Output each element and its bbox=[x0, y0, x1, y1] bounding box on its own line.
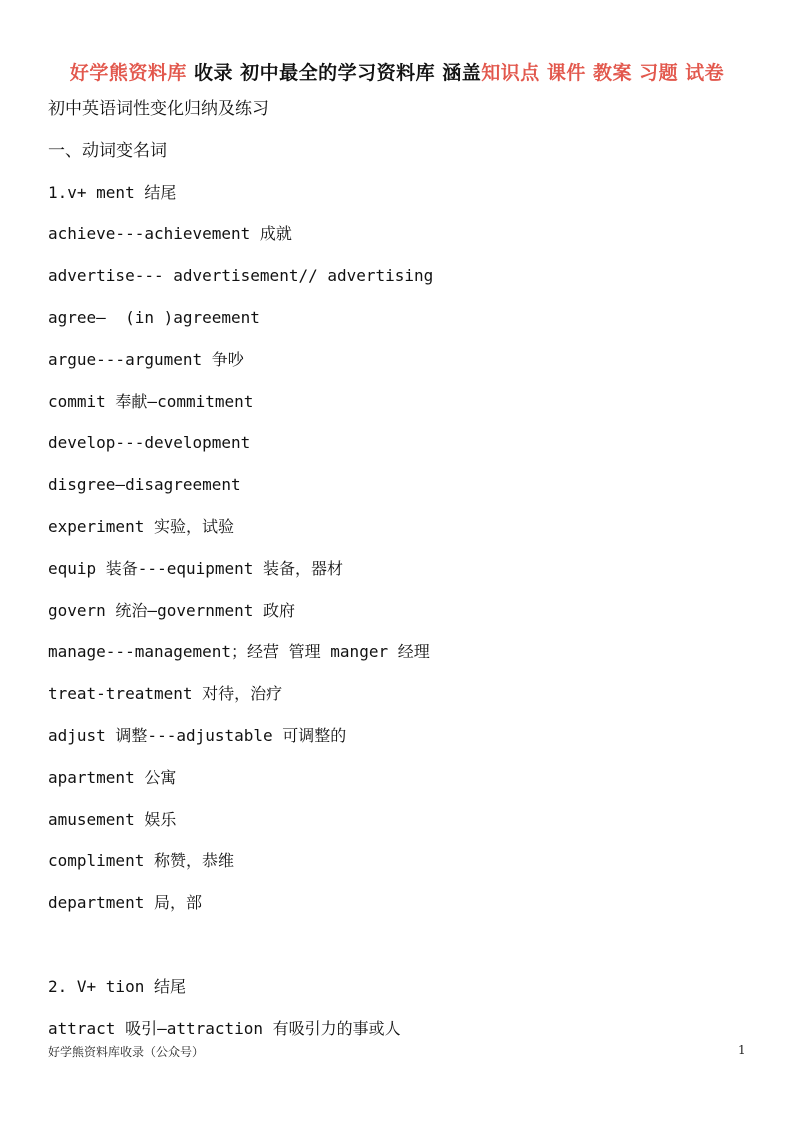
document-title: 初中英语词性变化归纳及练习 bbox=[48, 99, 269, 119]
list-item: manage---management；经营 管理 manger 经理 bbox=[48, 642, 430, 662]
header-banner bbox=[0, 58, 794, 85]
list-item: agree— (in )agreement bbox=[48, 307, 260, 327]
list-item: apartment 公寓 bbox=[48, 767, 177, 787]
list-item: argue---argument 争吵 bbox=[48, 349, 244, 369]
banner-slogan: 初中最全的学习资料库 涵盖 bbox=[240, 62, 482, 84]
document-body bbox=[48, 94, 748, 1055]
blank-line bbox=[48, 930, 748, 972]
list-item: commit 奉献—commitment bbox=[48, 391, 254, 411]
list-item: amusement 娱乐 bbox=[48, 809, 177, 829]
footer-source: 好学熊资料库收录（公众号） bbox=[48, 1045, 205, 1059]
banner-collect: 收录 bbox=[193, 62, 233, 84]
banner-brand: 好学熊资料库 bbox=[69, 62, 187, 84]
list-item: advertise--- advertisement// advertising bbox=[48, 266, 434, 286]
list-item: compliment 称赞，恭维 bbox=[48, 851, 234, 871]
banner-categories: 知识点 课件 教案 习题 试卷 bbox=[481, 62, 725, 84]
list-item: disgree—disagreement bbox=[48, 475, 241, 495]
section-heading-verb-to-noun: 一、动词变名词 bbox=[48, 140, 167, 161]
subheading-tion-suffix: 2. V+ tion 结尾 bbox=[48, 976, 186, 996]
page-number: 1 bbox=[738, 1043, 746, 1057]
list-item: achieve---achievement 成就 bbox=[48, 224, 292, 244]
list-item: experiment 实验，试验 bbox=[48, 516, 234, 536]
list-item: department 局，部 bbox=[48, 893, 202, 913]
subheading-ment-suffix: 1.v+ ment 结尾 bbox=[48, 182, 177, 202]
list-item: equip 装备---equipment 装备，器材 bbox=[48, 558, 344, 578]
list-item: develop---development bbox=[48, 433, 251, 453]
list-item: adjust 调整---adjustable 可调整的 bbox=[48, 725, 347, 745]
list-item: govern 统治—government 政府 bbox=[48, 600, 296, 620]
list-item: treat-treatment 对待，治疗 bbox=[48, 684, 283, 704]
list-item: attract 吸引—attraction 有吸引力的事或人 bbox=[48, 1018, 401, 1038]
